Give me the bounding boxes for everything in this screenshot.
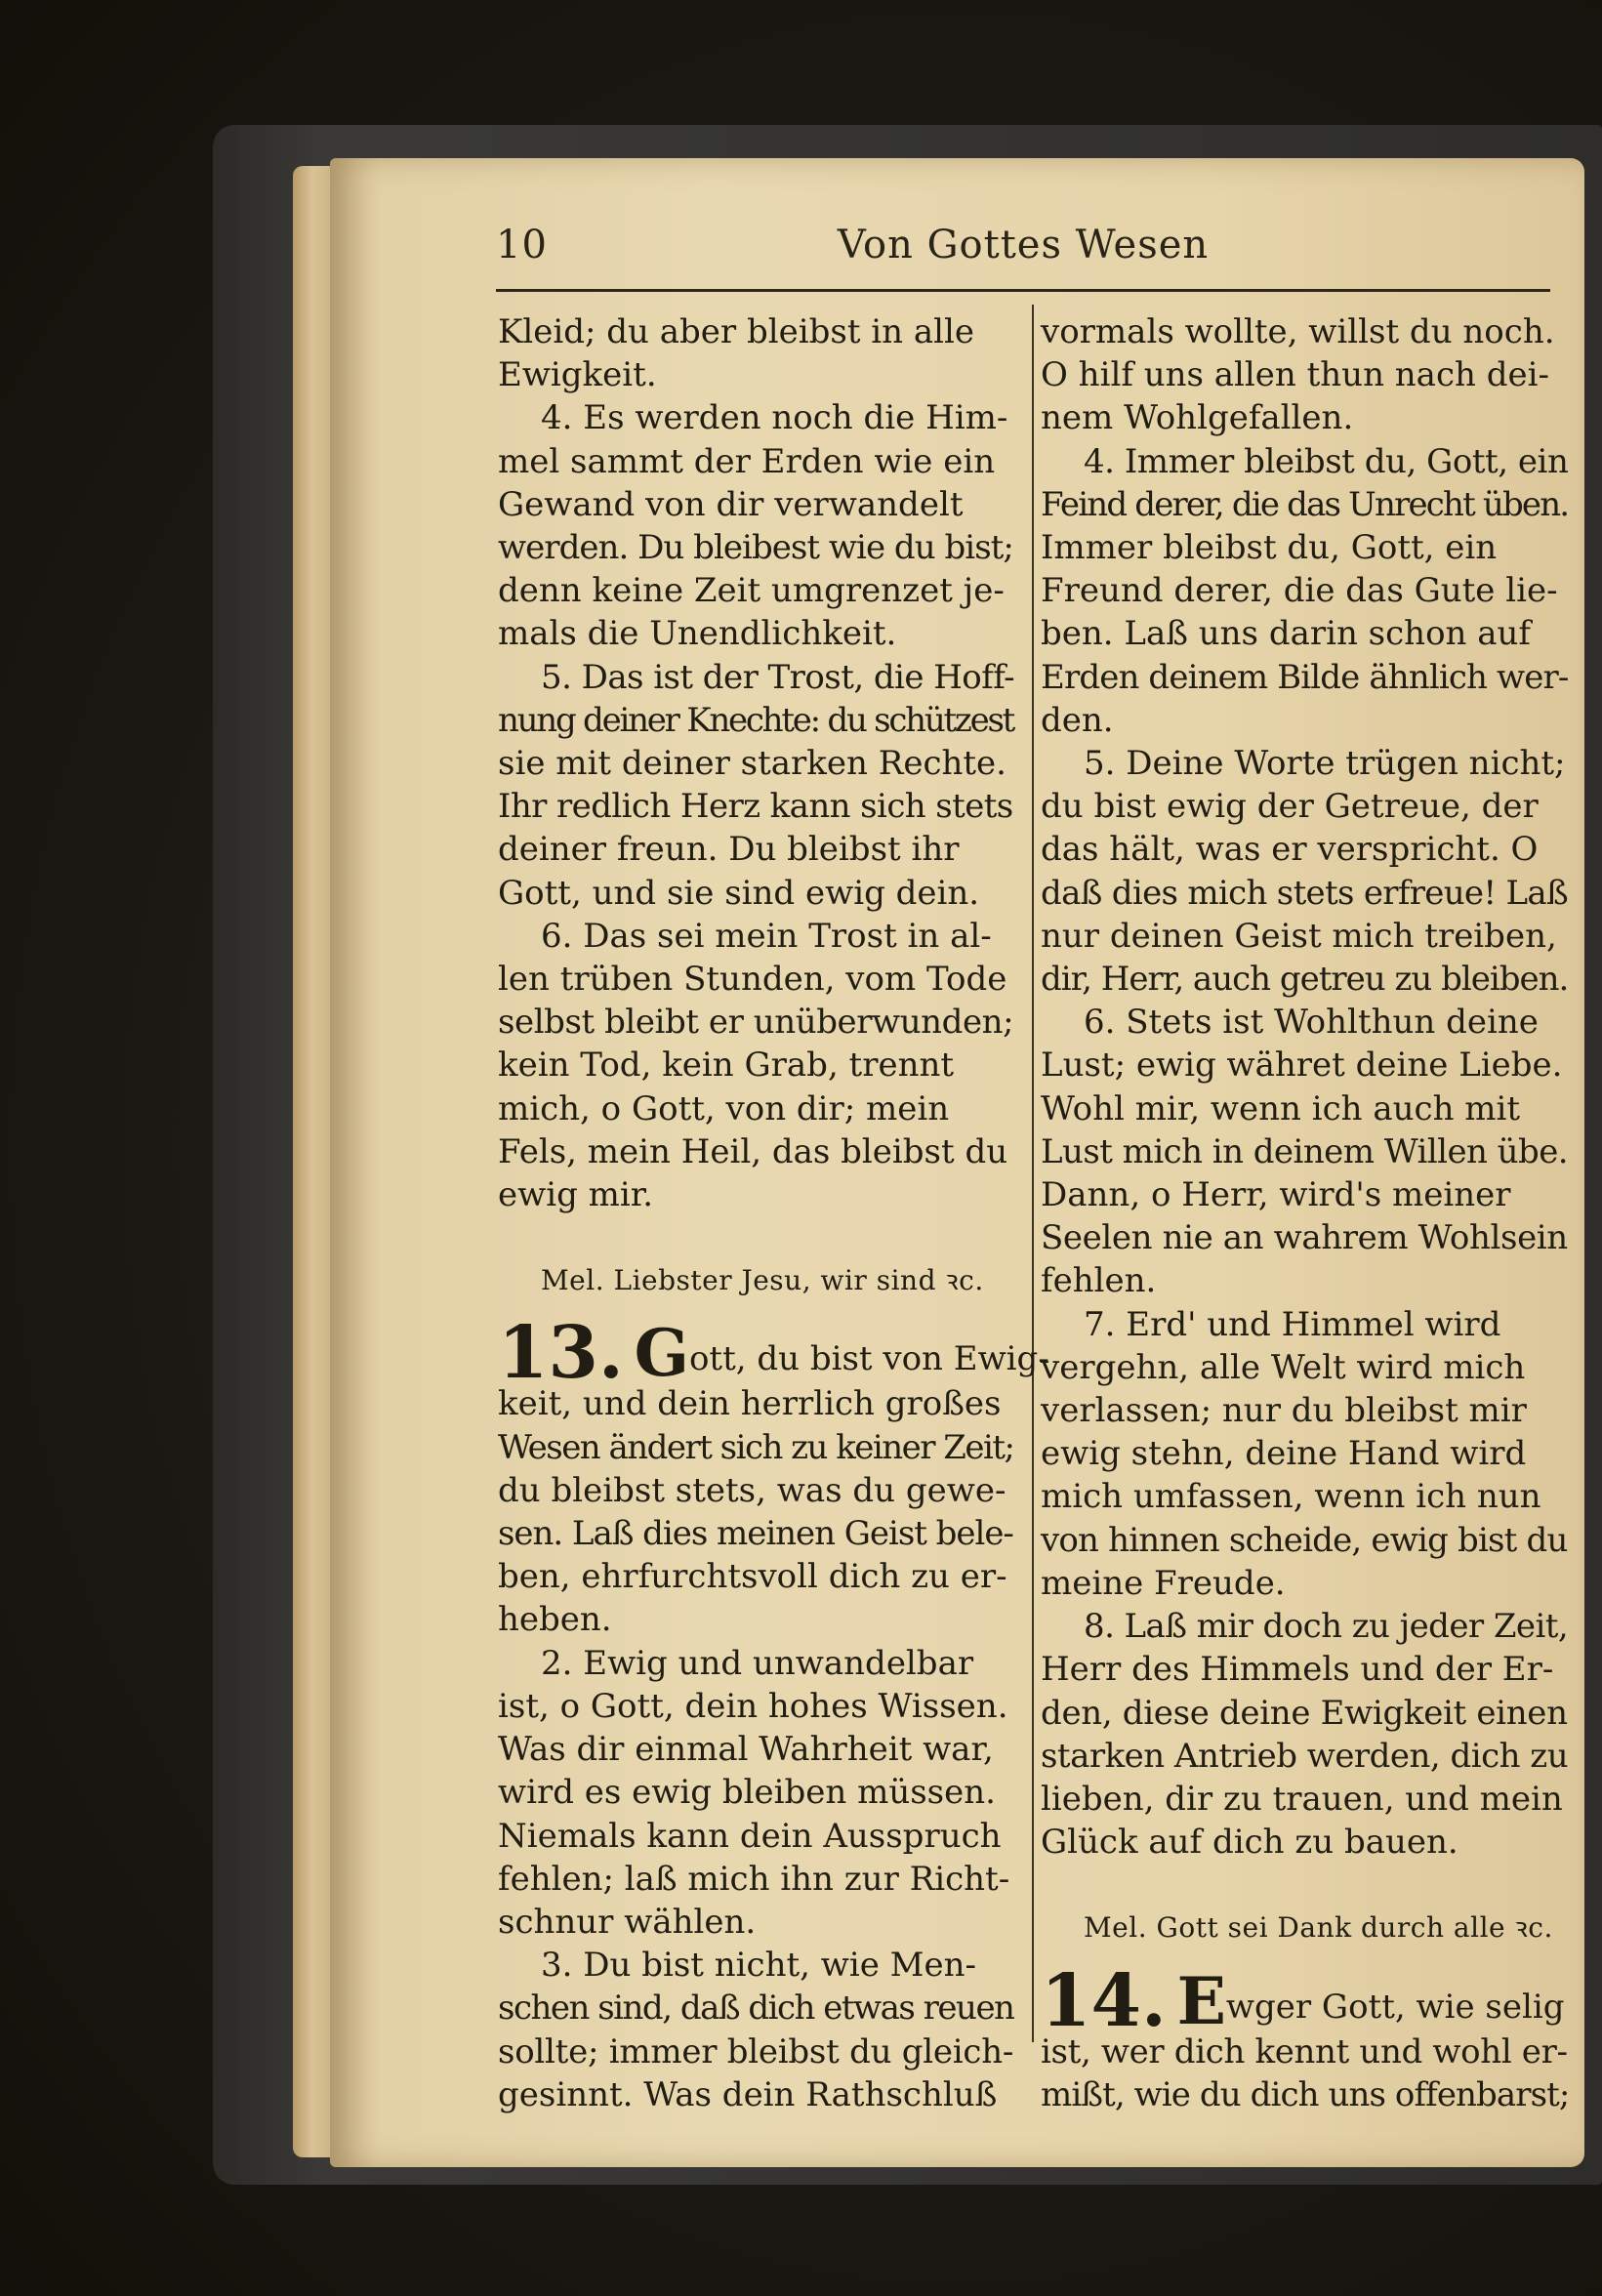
page-header [496, 223, 1550, 281]
text-line: Wesen ändert sich zu keiner Zeit; [498, 1427, 1014, 1467]
hymn-14-initial: E [1176, 1962, 1226, 2039]
text-line: das hält, was er verspricht. O [1041, 830, 1539, 870]
text-line: mel sammt der Erden wie ein [498, 441, 996, 481]
text-line: du bist ewig der Getreue, der [1041, 787, 1539, 827]
text-line: ben, ehrfurchtsvoll dich zu er- [498, 1557, 1007, 1597]
spacer [498, 1216, 1013, 1259]
hymn-13-first-line [498, 1311, 1049, 1396]
text-line: 6. Stets ist Wohlthun deine [1084, 1003, 1539, 1043]
text-line: Fels, mein Heil, das bleibst du [498, 1131, 1008, 1171]
hymn-13-number: 13. [498, 1311, 624, 1396]
text-line: gesinnt. Was dein Rathschluß [498, 2074, 998, 2114]
text-line: werden. Du bleibest wie du bist; [498, 528, 1013, 568]
text-line: ewig stehn, deine Hand wird [1041, 1434, 1527, 1474]
text-line: Kleid; du aber bleibst in alle [498, 312, 975, 351]
text-line: Ihr redlich Herz kann sich stets [498, 787, 1013, 827]
text-line: Ewigkeit. [498, 355, 657, 395]
text-line: mich, o Gott, von dir; mein [498, 1088, 950, 1128]
text-line: starken Antrieb werden, dich zu [1041, 1736, 1569, 1776]
text-line: sen. Laß dies meinen Geist bele- [498, 1514, 1013, 1554]
text-line: Lust mich in deinem Willen übe. [1041, 1131, 1569, 1171]
text-line: 6. Das sei mein Trost in al- [541, 916, 992, 956]
text-line: ist, wer dich kennt und wohl er- [1041, 2031, 1568, 2071]
hymn-14-number: 14. [1041, 1958, 1167, 2043]
text-line: nung deiner Knechte: du schützest [498, 700, 1014, 740]
text-line: deiner freun. Du bleibst ihr [498, 830, 960, 870]
right-column [1041, 310, 1568, 2116]
text-line: fehlen. [1041, 1261, 1157, 1301]
text-line: fehlen; laß mich ihn zur Richt- [498, 1859, 1010, 1899]
text-line: sollte; immer bleibst du gleich- [498, 2031, 1014, 2071]
text-line: 4. Es werden noch die Him- [541, 398, 1008, 438]
page-number: 10 [496, 223, 548, 267]
text-line: du bleibst stets, was du gewe- [498, 1470, 1006, 1510]
text-line: 5. Deine Worte trügen nicht; [1084, 744, 1566, 784]
text-line: Niemals kann dein Ausspruch [498, 1816, 1002, 1856]
text-line: Erden deinem Bilde ähnlich wer- [1041, 657, 1569, 697]
text-line: 3. Du bist nicht, wie Men- [541, 1946, 976, 1986]
text-line: 8. Laß mir doch zu jeder Zeit, [1084, 1607, 1569, 1647]
text-line: 5. Das ist der Trost, die Hoff- [541, 657, 1015, 697]
header-rule [496, 289, 1550, 292]
left-column [498, 310, 1049, 2116]
text-line: 4. Immer bleibst du, Gott, ein [1084, 441, 1569, 481]
text-line: vormals wollte, willst du noch. [1041, 312, 1555, 351]
text-line: Gewand von dir verwandelt [498, 484, 964, 524]
spacer [1041, 1864, 1568, 1906]
hymn-13-initial: G [634, 1315, 689, 1392]
text-line: 2. Ewig und unwandelbar [541, 1643, 974, 1683]
text-line: wird es ewig bleiben müssen. [498, 1773, 996, 1813]
hymn-14-first-line-text: wger Gott, wie selig [1225, 1987, 1565, 2027]
text-line: verlassen; nur du bleibst mir [1041, 1391, 1527, 1431]
text-line: Glück auf dich zu bauen. [1041, 1823, 1458, 1863]
hymn-14-text [1041, 2030, 1568, 2116]
text-line: mich umfassen, wenn ich nun [1041, 1477, 1541, 1517]
text-line: Gott, und sie sind ewig dein. [498, 873, 980, 913]
text-line: ewig mir. [498, 1175, 654, 1215]
text-line: Feind derer, die das Unrecht üben. [1041, 484, 1569, 524]
text-line: den, diese deine Ewigkeit einen [1041, 1693, 1568, 1733]
text-line: den. [1041, 700, 1114, 740]
text-line: Seelen nie an wahrem Wohlsein [1041, 1218, 1568, 1258]
text-line: mals die Unendlichkeit. [498, 614, 897, 654]
text-line: Dann, o Herr, wird's meiner [1041, 1175, 1511, 1215]
left-column-text [498, 310, 1013, 1216]
text-line: Freund derer, die das Gute lie- [1041, 571, 1558, 611]
text-line: ben. Laß uns darin schon auf [1041, 614, 1531, 654]
text-line: mißt, wie du dich uns offenbarst; [1041, 2074, 1570, 2114]
hymn-13-first-line-text: ott, du bist von Ewig- [688, 1339, 1049, 1379]
text-line: ist, o Gott, dein hohes Wissen. [498, 1686, 1008, 1726]
hymn-13-text [498, 1382, 1013, 2115]
text-line: 7. Erd' und Himmel wird [1084, 1304, 1501, 1344]
text-line: dir, Herr, auch getreu zu bleiben. [1041, 960, 1569, 1000]
text-line: heben. [498, 1600, 612, 1640]
text-line: denn keine Zeit umgrenzet je- [498, 571, 1005, 611]
text-line: Wohl mir, wenn ich auch mit [1041, 1088, 1521, 1128]
text-line: meine Freude. [1041, 1563, 1286, 1603]
text-line: daß dies mich stets erfreue! Laß [1041, 873, 1568, 913]
text-line: lieben, dir zu trauen, und mein [1041, 1779, 1563, 1819]
text-line: Was dir einmal Wahrheit war, [498, 1730, 994, 1770]
text-line: kein Tod, kein Grab, trennt [498, 1046, 955, 1086]
text-line: selbst bleibt er unüberwunden; [498, 1003, 1014, 1043]
text-line: schnur wählen. [498, 1902, 757, 1942]
text-line: vergehn, alle Welt wird mich [1041, 1347, 1526, 1387]
text-line: nem Wohlgefallen. [1041, 398, 1354, 438]
text-line: von hinnen scheide, ewig bist du [1041, 1520, 1568, 1560]
text-line: schen sind, daß dich etwas reuen [498, 1988, 1014, 2029]
text-line: Lust; ewig währet deine Liebe. [1041, 1046, 1563, 1086]
text-line: O hilf uns allen thun nach dei- [1041, 355, 1549, 395]
running-title: Von Gottes Wesen [837, 223, 1210, 267]
text-line: sie mit deiner starken Rechte. [498, 744, 1006, 784]
hymn-14-first-line [1041, 1958, 1568, 2043]
text-line: keit, und dein herrlich großes [498, 1384, 1002, 1424]
right-column-text [1041, 310, 1568, 1864]
hymn-13-melody: Mel. Liebster Jesu, wir sind ꝛc. [541, 1264, 984, 1297]
text-line: Immer bleibst du, Gott, ein [1041, 528, 1498, 568]
hymn-14-melody: Mel. Gott sei Dank durch alle ꝛc. [1084, 1911, 1553, 1945]
text-line: nur deinen Geist mich treiben, [1041, 916, 1557, 956]
column-divider [1032, 305, 1034, 2042]
text-line: Herr des Himmels und der Er- [1041, 1650, 1554, 1690]
text-line: len trüben Stunden, vom Tode [498, 960, 1007, 1000]
